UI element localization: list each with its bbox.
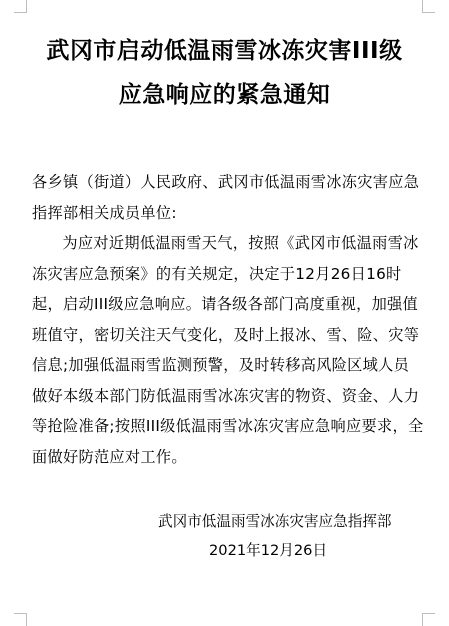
salutation: 各乡镇（街道）人民政府、武冈市低温雨雪冰冻灾害应急指挥部相关成员单位:: [32, 173, 420, 222]
body-paragraph: 为应对近期低温雨雪天气，按照《武冈市低温雨雪冰冻灾害应急预案》的有关规定，决定于12月26日16时起，启动III级应急响应。请各级各部门高度重视，加强值班值守，密切关注天气变化，及时上报冰、雪、险、灾等信息;加强低温雨雪监测预警，及时转移高风险区域人员做好本级本部门防低温雨雪冰冻灾害的物资、资金、人力等抢险准备;按照III级低温雨雪冰冻灾害应急响应要求，全面做好防范应对工作。: [32, 234, 424, 466]
document-title-line-1: 武冈市启动低温雨雪冰冻灾害III级: [46, 38, 403, 64]
document-title-line-2: 应急响应的紧急通知: [118, 82, 331, 108]
signature-date: 2021年12月26日: [209, 542, 328, 559]
page-corner-mark: [14, 0, 27, 13]
signature-organization: 武冈市低温雨雪冰冻灾害应急指挥部: [158, 513, 392, 530]
page-corner-mark: [422, 613, 435, 626]
page-corner-mark: [422, 0, 435, 13]
page-corner-mark: [14, 613, 27, 626]
